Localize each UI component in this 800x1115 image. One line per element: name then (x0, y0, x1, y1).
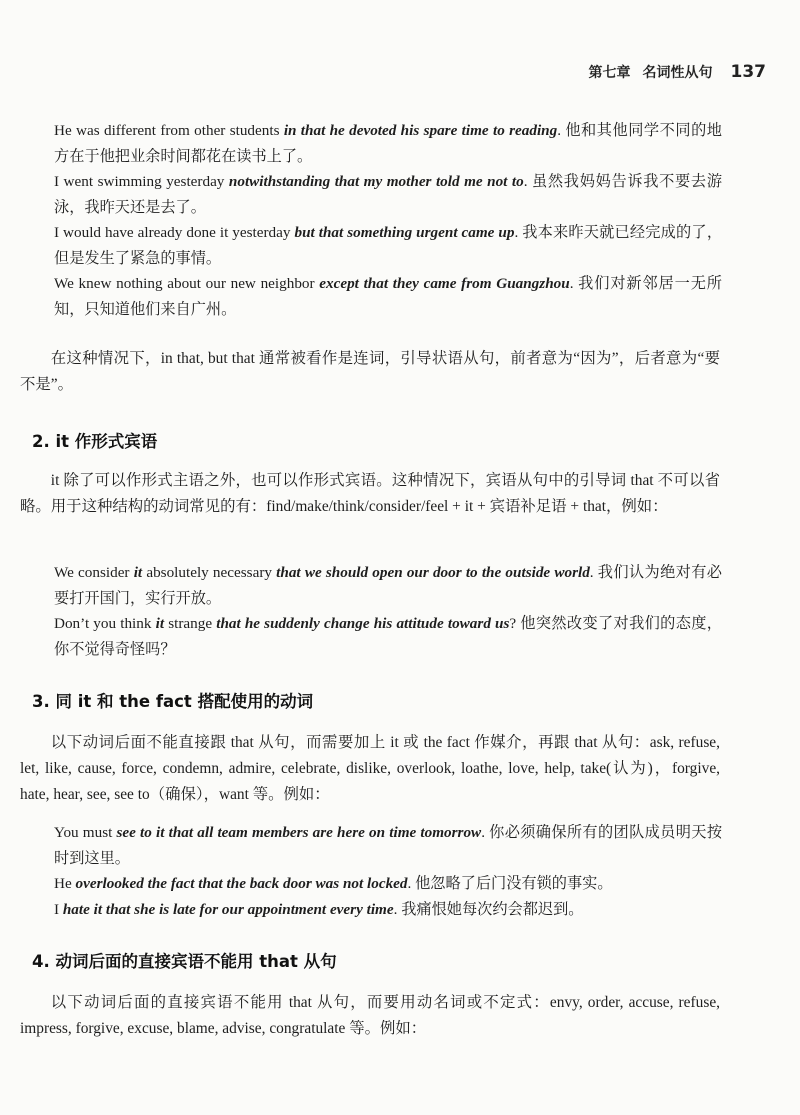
examples-formal-object (54, 560, 722, 662)
example-sentence: You must see to it that all team members are here on time tomorrow. 你必须确保所有的团队成员明天按时到这里。 (54, 824, 723, 867)
example-sentence: I went swimming yesterday notwithstanding that my mother told me not to. 虽然我妈妈告诉我不要去游泳，我昨天还是去了。 (54, 173, 722, 216)
chapter-label: 第七章 (588, 65, 631, 81)
page-number: 137 (730, 62, 766, 82)
section-heading-4: 4. 动词后面的直接宾语不能用 that 从句 (32, 952, 337, 971)
example-sentence: I would have already done it yesterday but that something urgent came up. 我本来昨天就已经完成的了，但是发生了紧急的事情。 (54, 224, 723, 267)
example-sentence: I hate it that she is late for our appointment every time. 我痛恨她每次约会都迟到。 (54, 900, 584, 918)
explanation-paragraph: 在这种情况下，in that, but that 通常被看作是连词，引导状语从句，前者意为“因为”，后者意为“要不是”。 (20, 350, 720, 393)
example-sentence: Don’t you think it strange that he suddenly change his attitude toward us? 他突然改变了对我们的态度，你不觉得奇怪吗？ (54, 615, 722, 658)
running-header (589, 62, 767, 82)
section-title: 名词性从句 (642, 65, 713, 81)
explanation-paragraph: 以下动词后面的直接宾语不能用 that 从句，而要用动名词或不定式：envy, order, accuse, refuse, impress, forgive, excuse, blame, advise, congratulate 等。例如： (20, 994, 720, 1037)
example-sentence: He was different from other students in that he devoted his spare time to reading. 他和其他同学不同的地方在于他把业余时间都花在读书上了。 (54, 122, 722, 165)
explanation-paragraph: 以下动词后面不能直接跟 that 从句，而需要加上 it 或 the fact 作媒介，再跟 that 从句：ask, refuse, let, like, cause, force, condemn, admire, celebrate, dislike, overlook, loathe, love, help, take(认为)，forgive, hate, hear, see, see to（确保），want 等。例如： (20, 734, 720, 803)
example-sentence: We knew nothing about our new neighbor except that they came from Guangzhou. 我们对新邻居一无所知，只知道他们来自广州。 (54, 275, 722, 318)
section-heading-2: 2. it 作形式宾语 (32, 432, 158, 451)
examples-in-that (54, 118, 722, 322)
example-sentence: We consider it absolutely necessary that we should open our door to the outside world. 我们认为绝对有必要打开国门，实行开放。 (54, 564, 722, 607)
example-sentence: He overlooked the fact that the back door was not locked. 他忽略了后门没有锁的事实。 (54, 875, 613, 892)
examples-it-the-fact (54, 820, 722, 922)
section-heading-3: 3. 同 it 和 the fact 搭配使用的动词 (32, 692, 314, 711)
explanation-paragraph: it 除了可以作形式主语之外，也可以作形式宾语。这种情况下，宾语从句中的引导词 that 不可以省略。用于这种结构的动词常见的有：find/make/think/consider/feel + it + 宾语补足语 + that，例如： (20, 472, 720, 515)
